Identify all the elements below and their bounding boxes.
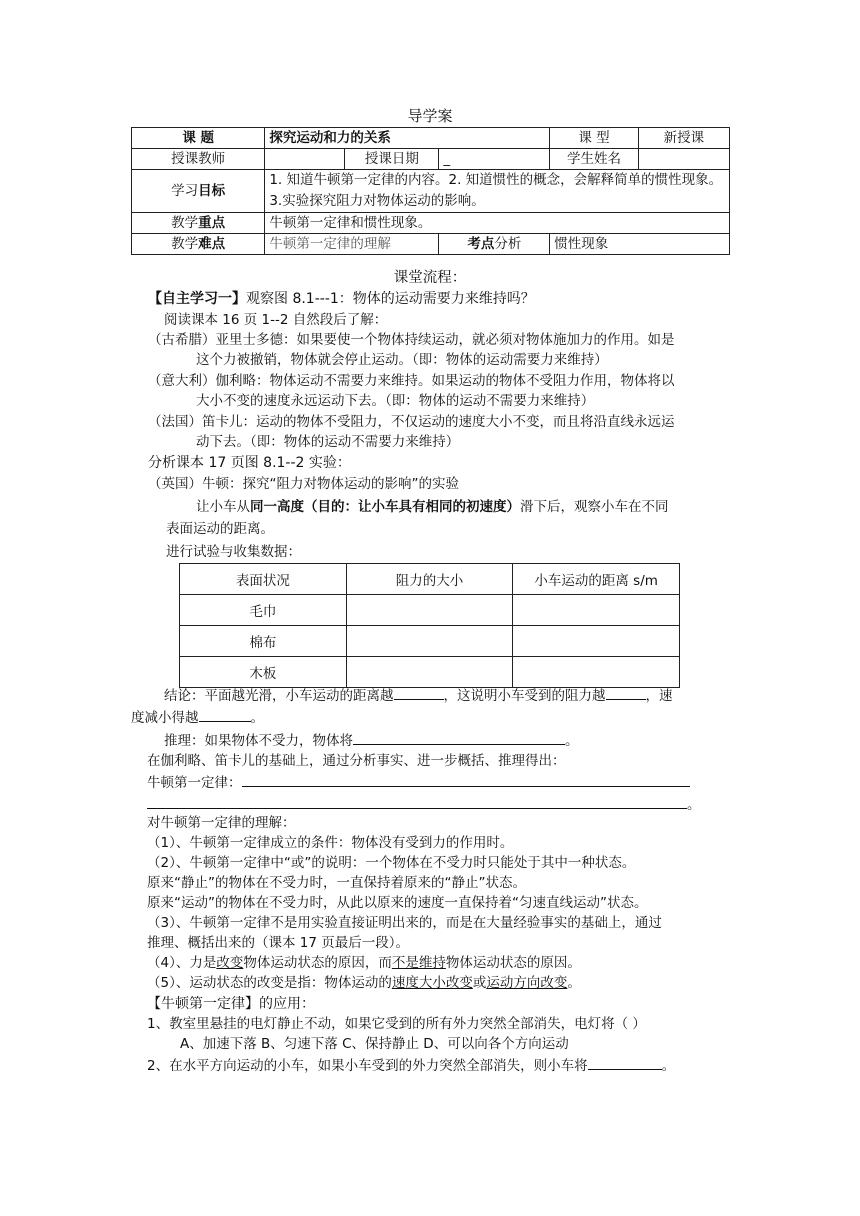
table-cell[interactable]	[346, 626, 513, 657]
flow-title: 课堂流程：	[393, 270, 467, 286]
blank-distance[interactable]	[394, 685, 444, 700]
table-cell[interactable]	[513, 657, 680, 688]
question-2: 2、在水平方向运动的小车，如果小车受到的外力突然全部消失，则小车将 。	[147, 1055, 675, 1076]
newton-experiment: （英国）牛顿：探究“阻力对物体运动的影响”的实验	[148, 476, 459, 492]
understanding-p7: （4）、力是改变物体运动状态的原因，而不是维持物体运动状态的原因。	[147, 955, 581, 971]
student-label: 学生姓名	[550, 149, 638, 170]
understanding-p6: 推理、概括出来的（课本 17 页最后一段）。	[147, 935, 410, 951]
teacher-label: 授课教师	[132, 149, 265, 170]
page-title: 导学案	[407, 107, 453, 125]
table-header: 阻力的大小	[346, 564, 513, 595]
france-line-2: 动下去。（即：物体的运动不需要力来维持）	[196, 434, 460, 450]
table-cell: 毛巾	[180, 595, 347, 626]
car-line-1: 让小车从同一高度（目的：让小车具有相同的初速度）滑下后，观察小车在不同	[196, 499, 669, 515]
table-header: 表面状况	[180, 564, 347, 595]
difficulty-label: 教学难点	[132, 234, 265, 255]
table-cell[interactable]	[346, 657, 513, 688]
understanding-p1: （1）、牛顿第一定律成立的条件：物体没有受到力的作用时。	[147, 835, 514, 851]
table-row	[180, 595, 680, 626]
understanding-p2: （2）、牛顿第一定律中“或”的说明：一个物体在不受力时只能处于其中一种状态。	[147, 855, 636, 871]
table-header-row	[180, 564, 680, 595]
france-line-1: （法国）笛卡儿：运动的物体不受阻力，不仅运动的速度大小不变，而且将沿直线永远运	[148, 414, 675, 430]
goal-line-2: 3.实验探究阻力对物体运动的影响。	[269, 193, 485, 209]
italy-line-1: （意大利）伽利略：物体运动不需要力来维持。如果运动的物体不受阻力作用，物体将以	[148, 373, 675, 389]
teacher-value	[265, 149, 345, 170]
lesson-info-table	[131, 127, 730, 255]
key-label: 教学重点	[132, 213, 265, 234]
table-row	[180, 657, 680, 688]
blank-law-2[interactable]	[147, 794, 687, 809]
blank-resistance[interactable]	[606, 685, 646, 700]
self-study-heading: 【自主学习一】观察图 8.1---1：物体的运动需要力来维持吗？	[148, 291, 535, 307]
blank-speed[interactable]	[199, 707, 251, 722]
topic-label: 课 题	[132, 128, 265, 149]
table-cell[interactable]	[346, 595, 513, 626]
data-table	[179, 563, 680, 688]
goal-label: 学习目标	[132, 170, 265, 213]
table-header: 小车运动的距离 s/m	[513, 564, 680, 595]
type-value: 新授课	[638, 128, 729, 149]
date-value: _	[439, 149, 550, 170]
question-1: 1、教室里悬挂的电灯静止不动，如果它受到的所有外力突然全部消失，电灯将（ ）	[147, 1016, 646, 1032]
application-heading: 【牛顿第一定律】的应用：	[147, 996, 315, 1012]
table-row	[180, 626, 680, 657]
understanding-p5: （3）、牛顿第一定律不是用实验直接证明出来的，而是在大量经验事实的基础上，通过	[147, 915, 662, 931]
blank-law-1[interactable]	[242, 772, 690, 787]
question-1-options: A、加速下落 B、匀速下落 C、保持静止 D、可以向各个方向运动	[180, 1036, 569, 1052]
understanding-p8: （5）、运动状态的改变是指：物体运动的速度大小改变或运动方向改变。	[147, 975, 581, 991]
student-value	[638, 149, 729, 170]
exam-label: 考点分析	[439, 234, 550, 255]
law-line-2: 。	[147, 794, 701, 815]
table-cell[interactable]	[513, 595, 680, 626]
table-cell: 棉布	[180, 626, 347, 657]
goal-line-1: 1. 知道牛顿第一定律的内容。2. 知道惯性的概念，会解释简单的惯性现象。	[269, 172, 723, 188]
car-line-2: 表面运动的距离。	[166, 521, 274, 537]
law-line-1: 牛顿第一定律：	[147, 772, 690, 793]
date-label: 授课日期	[345, 149, 439, 170]
collect-data: 进行试验与收集数据：	[166, 544, 301, 560]
read-instruction: 阅读课本 16 页 1--2 自然段后了解：	[164, 312, 388, 328]
greek-line-2: 这个力被撤销，物体就会停止运动。（即：物体的运动需要力来维持）	[196, 352, 608, 368]
understanding-title: 对牛顿第一定律的理解：	[147, 815, 296, 831]
table-cell: 木板	[180, 657, 347, 688]
blank-question-2[interactable]	[588, 1055, 662, 1070]
greek-line-1: （古希腊）亚里士多德：如果要使一个物体持续运动，就必须对物体施加力的作用。如是	[148, 332, 675, 348]
conclusion-line-1: 结论：平面越光滑，小车运动的距离越 ，这说明小车受到的阻力越 ，速	[164, 685, 673, 706]
table-cell[interactable]	[513, 626, 680, 657]
understanding-p4: 原来“运动”的物体在不受力时，从此以原来的速度一直保持着“匀速直线运动”状态。	[147, 895, 648, 911]
difficulty-value: 牛顿第一定律的理解	[265, 234, 439, 255]
goal-value	[265, 170, 730, 213]
conclusion-line-2: 度减小得越 。	[131, 707, 264, 728]
reasoning-line: 推理：如果物体不受力，物体将 。	[164, 730, 579, 751]
exam-value: 惯性现象	[550, 234, 730, 255]
understanding-p3: 原来“静止”的物体在不受力时，一直保持着原来的“静止”状态。	[147, 875, 526, 891]
type-label: 课 型	[550, 128, 638, 149]
topic-value: 探究运动和力的关系	[265, 128, 550, 149]
basis-line: 在伽利略、笛卡儿的基础上，通过分析事实、进一步概括、推理得出：	[147, 753, 566, 769]
analyze-heading: 分析课本 17 页图 8.1--2 实验：	[148, 455, 351, 471]
italy-line-2: 大小不变的速度永远运动下去。（即：物体的运动不需要力来维持）	[196, 393, 595, 409]
blank-reasoning[interactable]	[353, 730, 565, 745]
key-value: 牛顿第一定律和惯性现象。	[265, 213, 730, 234]
